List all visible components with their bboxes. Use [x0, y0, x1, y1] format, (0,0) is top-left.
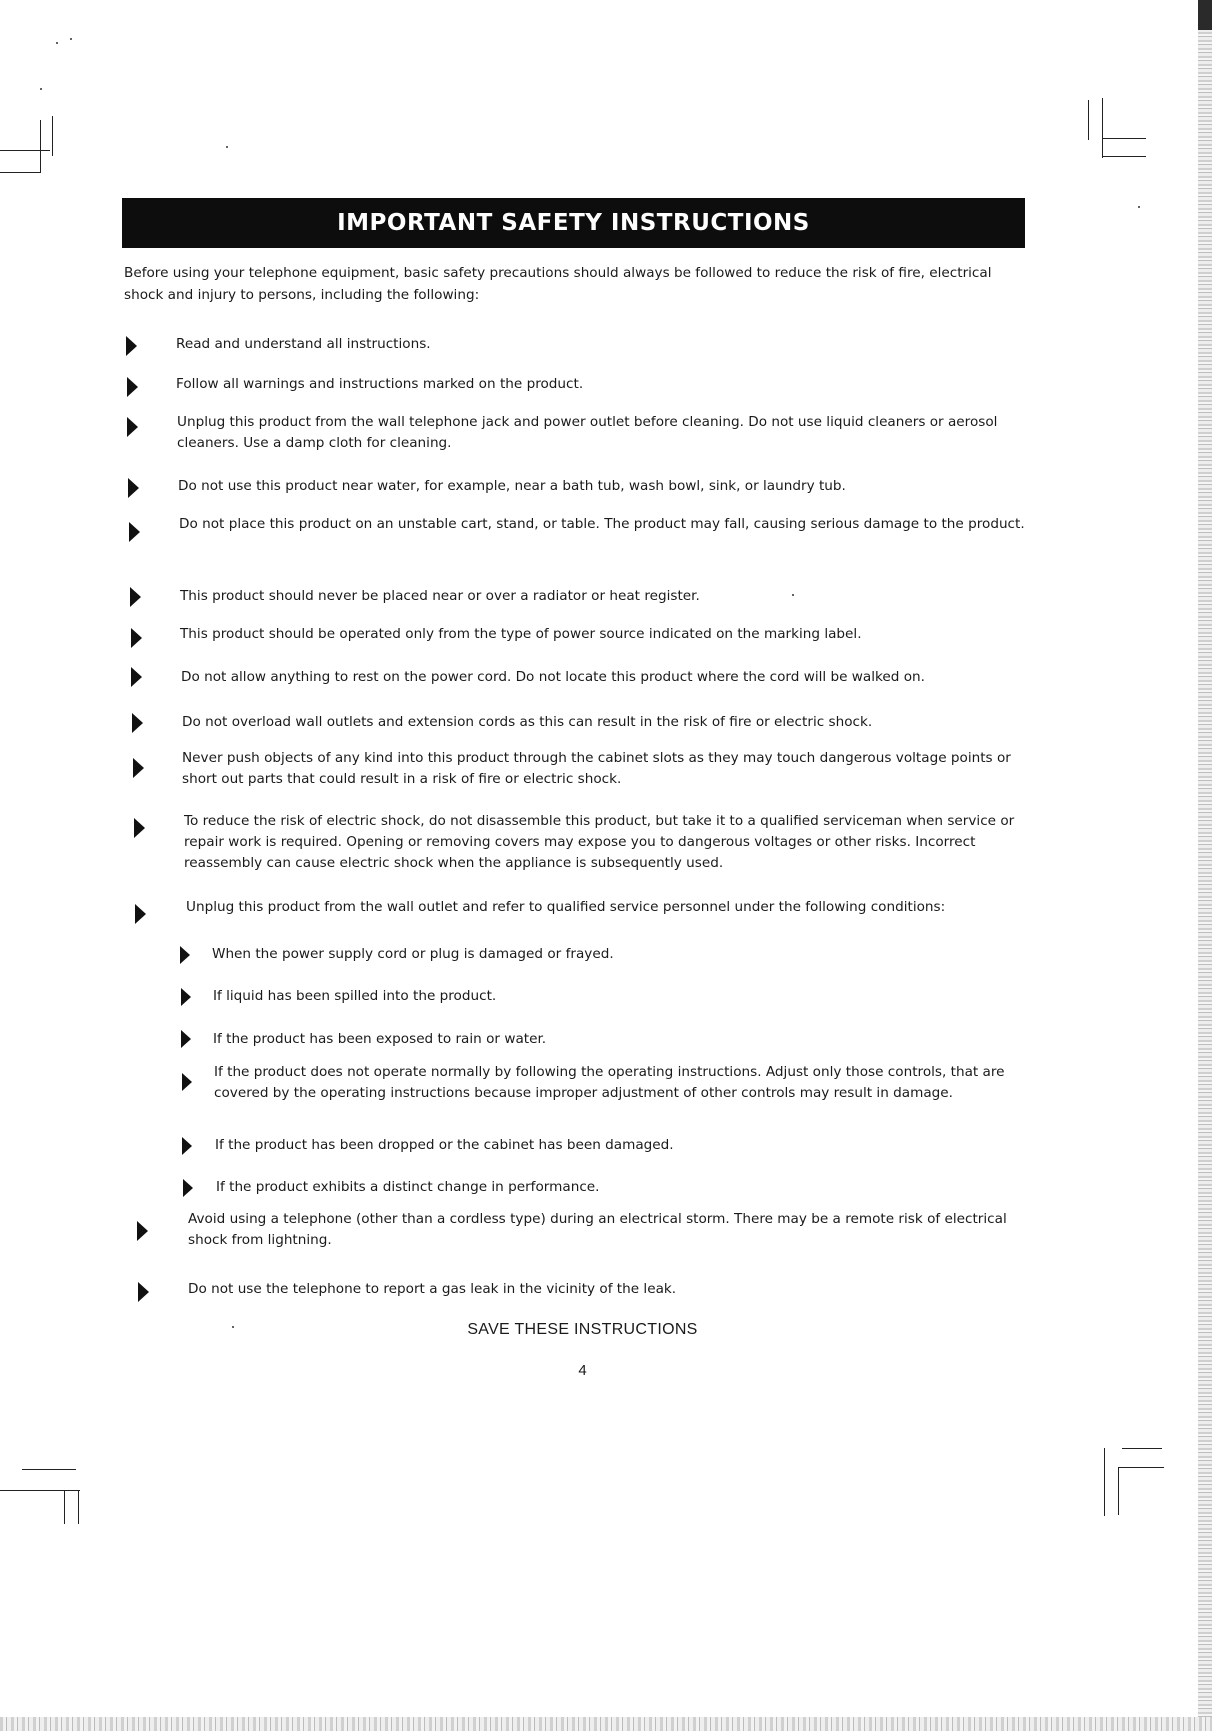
arrow-bullet-icon [127, 417, 138, 437]
arrow-bullet-icon [180, 946, 190, 964]
scan-speck [226, 146, 228, 148]
arrow-bullet-icon [182, 1137, 192, 1155]
page-number: 4 [578, 1362, 587, 1379]
scan-edge-corner [1198, 0, 1212, 30]
page-title: IMPORTANT SAFETY INSTRUCTIONS [122, 198, 1025, 248]
arrow-bullet-icon [181, 988, 191, 1006]
intro-paragraph: Before using your telephone equipment, basic safety precautions should always be followed to reduce the risk of fire, electrical shock and injury to persons, including the following: [124, 265, 992, 303]
arrow-bullet-icon [181, 1030, 191, 1048]
arrow-bullet-icon [137, 1221, 148, 1241]
scan-speck [1138, 206, 1140, 208]
scan-speck [40, 88, 42, 90]
document-page: IMPORTANT SAFETY INSTRUCTIONS Before using your telephone equipment, basic safety precautions should always be followed to reduce the risk of fire, electrical shock and injury to persons, including the following: Read and understand all instructions. Follow all warnings and instructions marked on the product. Unplug this product from the wall telephone jack and power outlet before cleaning. Do not use liquid cleaners or aerosol cleaners. Use a damp cloth for cleaning. Do not use this product near water, for example, near a bath tub, wash bowl, sink, or laundry tub. Do not place this product on an unstable cart, stand, or table. The product may fall, causing serious damage to the product. This product should never be placed near or over a radiator or heat register. This product should be operated only from the type of power source indicated on the marking label. Do not allow anything to rest on the power cord. Do not locate this product where the cord will be walked on. Do not overload wall outlets and extension cords as this can result in the risk of fire or electric shock. Never push objects of any kind into this product through the cabinet slots as they may touch dangerous voltage points or short out parts that could result in a risk of fire or electric shock. To reduce the risk of electric shock, do not disassemble this product, but take it to a qualified serviceman when service or repair work is required. Opening or removing covers may expose you to dangerous voltages or other risks. Incorrect reassembly can cause electric shock when the appliance is subsequently used. Unplug this product from the wall outlet and refer to qualified service personnel under the following conditions: When the power supply cord or plug is damaged or frayed. If liquid has been spilled into the product. If the product has been exposed to rain or water. If the product does not operate normally by following the operating instructions. Adjust only those controls, that are covered by the operating instructions because improper adjustment of other controls may result in damage. If the product has been dropped or the cabinet has been damaged. If the product exhibits a distinct change in performance. Avoid using a telephone (other than a cordless type) during an electrical storm. There may be a remote risk of electrical shock from lightning. Do not use the telephone to report a gas leak in the vicinity of the leak. SAVE THESE INSTRUCTIONS 4 [0, 0, 1212, 1731]
arrow-bullet-icon [138, 1282, 149, 1302]
arrow-bullet-icon [131, 628, 142, 648]
scan-edge-bottom [0, 1717, 1212, 1731]
scan-speck [56, 42, 58, 44]
arrow-bullet-icon [183, 1179, 193, 1197]
arrow-bullet-icon [182, 1073, 192, 1091]
arrow-bullet-icon [131, 667, 142, 687]
scan-edge-right [1198, 0, 1212, 1731]
arrow-bullet-icon [129, 522, 140, 542]
arrow-bullet-icon [127, 377, 138, 397]
scan-speck [70, 38, 72, 40]
arrow-bullet-icon [132, 713, 143, 733]
arrow-bullet-icon [135, 904, 146, 924]
arrow-bullet-icon [134, 818, 145, 838]
arrow-bullet-icon [130, 587, 141, 607]
arrow-bullet-icon [126, 336, 137, 356]
arrow-bullet-icon [133, 758, 144, 778]
save-instructions-heading: SAVE THESE INSTRUCTIONS [467, 1321, 698, 1338]
arrow-bullet-icon [128, 478, 139, 498]
